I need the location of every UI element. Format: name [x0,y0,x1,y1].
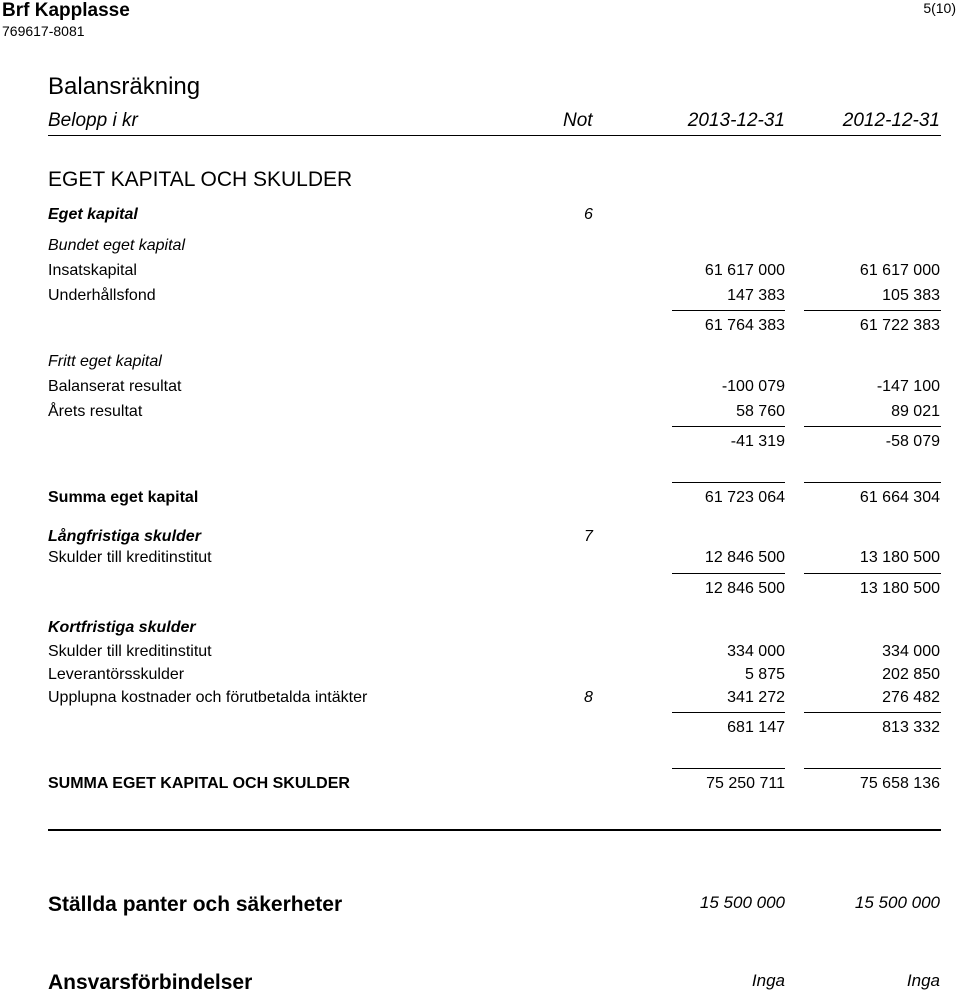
row-value-previous: -147 100 [876,378,940,395]
subtotal-rule [672,712,785,713]
row-label: Underhållsfond [48,287,156,304]
row-label: Insatskapital [48,262,137,279]
pledged-label: Ställda panter och säkerheter [48,893,343,916]
contingent-label: Ansvarsförbindelser [48,971,253,994]
equity-title: Eget kapital [48,206,138,223]
equity-total-current: 61 723 064 [704,489,785,506]
column-label-current: 2013-12-31 [687,110,785,131]
row-label: Balanserat resultat [48,378,182,395]
row-value-previous: 334 000 [882,643,940,660]
row-label: Upplupna kostnader och förutbetalda intäkter [48,689,368,706]
restricted-title: Bundet eget kapital [48,237,185,254]
subtotal-rule [672,573,785,574]
row-label: Skulder till kreditinstitut [48,643,212,660]
unrestricted-title: Fritt eget kapital [48,353,162,370]
column-label-amount: Belopp i kr [48,110,138,131]
row-value-previous: 61 617 000 [859,262,940,279]
subtotal-rule [804,712,941,713]
table-row [0,549,960,573]
subtotal-current: 61 764 383 [704,317,785,334]
restricted-heading-row [0,237,960,261]
org-name: Brf Kapplasse [2,0,130,21]
row-value-previous: 89 021 [891,403,940,420]
equity-total-label: Summa eget kapital [48,489,199,506]
row-note: 8 [584,689,593,706]
subtotal-rule [804,310,941,311]
unrestricted-heading-row [0,353,960,377]
subtotal-current: 681 147 [727,719,785,736]
subtotal-rule [672,310,785,311]
row-value-previous: 202 850 [882,666,940,683]
total-rule [672,482,785,483]
row-value-current: 147 383 [727,287,785,304]
subtotal-previous: 61 722 383 [859,317,940,334]
pledged-current: 15 500 000 [699,893,785,912]
grand-total-previous: 75 658 136 [859,775,940,792]
header-rule [48,135,941,136]
contingent-previous: Inga [906,971,940,990]
section-title: EGET KAPITAL OCH SKULDER [48,168,353,191]
subtotal-row [0,317,960,341]
table-row [0,403,960,427]
subtotal-rule [804,573,941,574]
table-row [0,666,960,690]
subtotal-rule [804,426,941,427]
total-rule [804,482,941,483]
row-value-current: 334 000 [727,643,785,660]
grand-total-label: SUMMA EGET KAPITAL OCH SKULDER [48,775,350,792]
grand-total-rule [804,768,941,769]
grand-total-row [0,775,960,799]
contingent-current: Inga [751,971,785,990]
page-title: Balansräkning [48,73,201,100]
table-row [0,287,960,311]
subtotal-row [0,580,960,604]
subtotal-row [0,719,960,743]
subtotal-current: -41 319 [730,433,785,450]
pledged-row [0,893,960,923]
row-value-current: 58 760 [736,403,785,420]
subtotal-current: 12 846 500 [704,580,785,597]
row-label: Årets resultat [48,403,143,420]
pledged-previous: 15 500 000 [854,893,940,912]
equity-note: 6 [584,206,593,223]
row-value-previous: 276 482 [882,689,940,706]
row-value-current: 5 875 [744,666,785,683]
table-row [0,378,960,402]
table-row [0,643,960,667]
row-value-current: 12 846 500 [704,549,785,566]
subtotal-previous: -58 079 [885,433,940,450]
equity-heading-row [0,206,960,230]
long-term-note: 7 [584,528,593,545]
equity-total-previous: 61 664 304 [859,489,940,506]
row-label: Leverantörsskulder [48,666,185,683]
column-label-previous: 2012-12-31 [842,110,940,131]
long-term-title: Långfristiga skulder [48,528,201,545]
subtotal-previous: 13 180 500 [859,580,940,597]
subtotal-row [0,433,960,457]
row-value-previous: 13 180 500 [859,549,940,566]
row-value-previous: 105 383 [882,287,940,304]
row-value-current: -100 079 [721,378,785,395]
subtotal-previous: 813 332 [882,719,940,736]
contingent-row [0,971,960,997]
subtotal-rule [672,426,785,427]
grand-total-rule [672,768,785,769]
page-number: 5(10) [923,0,956,16]
row-value-current: 341 272 [727,689,785,706]
table-row [0,262,960,286]
table-row [0,689,960,713]
short-term-title: Kortfristiga skulder [48,619,196,636]
section-divider [48,829,941,831]
column-label-note: Not [563,110,593,131]
row-label: Skulder till kreditinstitut [48,549,212,566]
org-number: 769617-8081 [2,23,85,39]
grand-total-current: 75 250 711 [706,775,785,792]
row-value-current: 61 617 000 [704,262,785,279]
short-term-heading-row [0,619,960,643]
equity-total-row [0,489,960,513]
